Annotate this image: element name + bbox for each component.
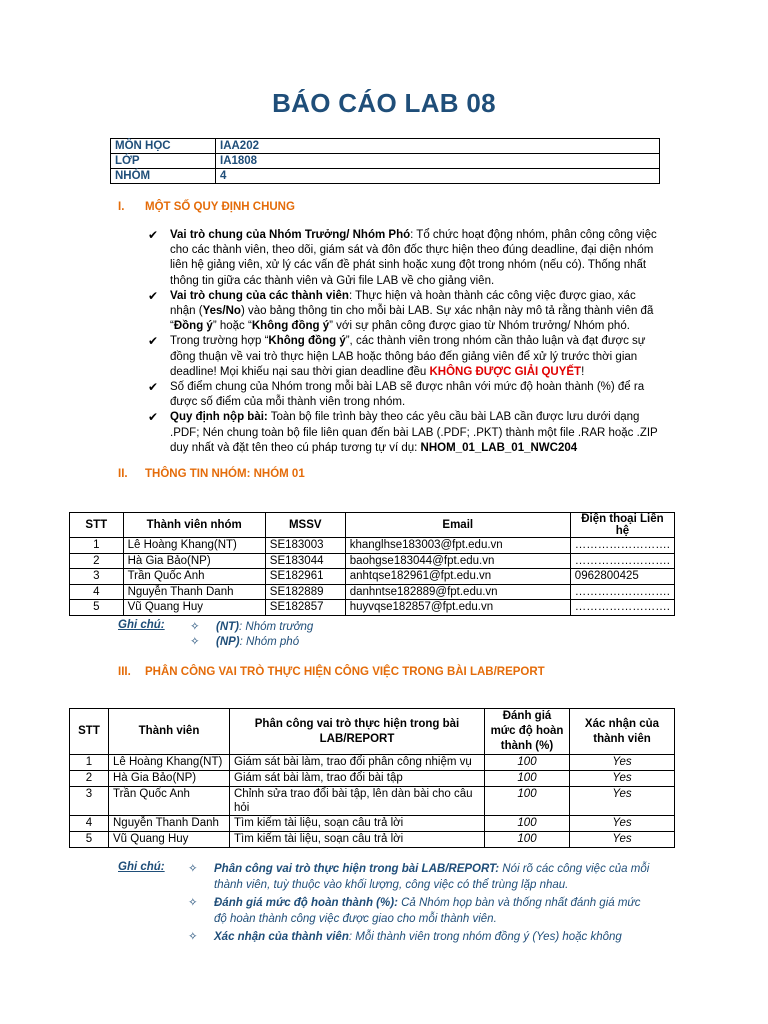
table-cell: 100 bbox=[485, 832, 570, 848]
table-cell: 100 bbox=[485, 771, 570, 787]
table-cell: Yes bbox=[570, 755, 675, 771]
note-text: : Nhóm phó bbox=[239, 636, 300, 648]
table-cell: 100 bbox=[485, 755, 570, 771]
column-header: Điện thoại Liên hệ bbox=[570, 513, 674, 538]
table-cell: Yes bbox=[570, 787, 675, 816]
note-item bbox=[188, 929, 654, 945]
rules-list bbox=[148, 228, 660, 456]
info-key: LỚP bbox=[111, 154, 216, 169]
section-title: THÔNG TIN NHÓM: NHÓM 01 bbox=[145, 468, 305, 480]
column-header: Xác nhận của thành viên bbox=[570, 709, 675, 755]
table-header-row bbox=[70, 709, 675, 755]
note-item bbox=[188, 861, 654, 893]
section-number: I. bbox=[118, 201, 125, 213]
column-header: Đánh giá mức độ hoàn thành (%) bbox=[485, 709, 570, 755]
table-cell: Hà Gia Bảo(NP) bbox=[109, 771, 230, 787]
info-row-class bbox=[111, 154, 660, 169]
rule-text: ”, các thành viên trong nhóm cần thảo luận và đạt được sự đồng thuận về vai trò thực hiện LAB hoặc thông báo đến giảng viên để xử lý trước thời gian deadline! Mọi khiếu nại sau thời gian deadline đều bbox=[170, 335, 646, 378]
table-row bbox=[70, 538, 675, 554]
rule-bold: Vai trò chung của các thành viên bbox=[170, 289, 349, 302]
checkmark-icon: ✔ bbox=[148, 288, 159, 303]
rule-text: : Thực hiện và hoàn thành các công việc được giao, xác nhận ( bbox=[170, 289, 636, 318]
table-row bbox=[70, 816, 675, 832]
table-cell: Yes bbox=[570, 771, 675, 787]
column-header: Email bbox=[345, 513, 570, 538]
table-row bbox=[70, 755, 675, 771]
table-row bbox=[70, 569, 675, 585]
table-cell: 100 bbox=[485, 787, 570, 816]
rule-text: ) vào bảng thông tin cho mỗi bài LAB. Sự xác nhận này mô tả rằng thành viên đã “ bbox=[170, 305, 654, 333]
report-title: BÁO CÁO LAB 08 bbox=[272, 88, 496, 118]
section-title: PHÂN CÔNG VAI TRÒ THỰC HIỆN CÔNG VIỆC TRONG BÀI LAB/REPORT bbox=[145, 666, 545, 678]
table-cell: Vũ Quang Huy bbox=[123, 600, 265, 616]
rule-bold: NHOM_01_LAB_01_NWC204 bbox=[420, 441, 578, 454]
table-row bbox=[70, 771, 675, 787]
table-cell: Chỉnh sửa trao đổi bài tập, lên dàn bài cho câu hỏi bbox=[230, 787, 485, 816]
table-row bbox=[70, 832, 675, 848]
notes-label: Ghi chú: bbox=[118, 861, 165, 873]
notes-label: Ghi chú: bbox=[118, 619, 165, 631]
section-number: II. bbox=[118, 468, 128, 480]
table-cell: ……………………. bbox=[570, 584, 674, 600]
table-row bbox=[70, 584, 675, 600]
info-row-group bbox=[111, 169, 660, 184]
info-value: IA1808 bbox=[216, 154, 660, 169]
table-cell: SE183003 bbox=[265, 538, 345, 554]
note-item bbox=[190, 634, 299, 648]
rule-bold: Quy định nộp bài: bbox=[170, 411, 268, 424]
rule-bold: Đồng ý bbox=[173, 320, 213, 333]
rule-bold: Không đồng ý bbox=[251, 320, 330, 333]
table-cell: ……………………. bbox=[570, 600, 674, 616]
checkmark-icon: ✔ bbox=[148, 334, 159, 349]
table-cell: SE183044 bbox=[265, 553, 345, 569]
section-number: III. bbox=[118, 666, 131, 678]
column-header: STT bbox=[70, 709, 109, 755]
table-cell: anhtqse182961@fpt.edu.vn bbox=[345, 569, 570, 585]
rule-item bbox=[148, 380, 660, 410]
table-cell: Trần Quốc Anh bbox=[109, 787, 230, 816]
roles-table bbox=[69, 708, 675, 848]
table-header-row bbox=[70, 513, 675, 538]
table-cell: Yes bbox=[570, 816, 675, 832]
diamond-icon: ✧ bbox=[190, 636, 200, 648]
table-cell: Lê Hoàng Khang(NT) bbox=[109, 755, 230, 771]
course-info-table bbox=[110, 138, 660, 184]
table-cell: khanglhse183003@fpt.edu.vn bbox=[345, 538, 570, 554]
note-code: (NT) bbox=[216, 621, 239, 633]
table-cell: huyvqse182857@fpt.edu.vn bbox=[345, 600, 570, 616]
table-cell: Vũ Quang Huy bbox=[109, 832, 230, 848]
rule-warning: KHÔNG ĐƯỢC GIẢI QUYẾT bbox=[429, 365, 582, 378]
note-bold: Đánh giá mức độ hoàn thành (%): bbox=[214, 897, 398, 909]
table-row bbox=[70, 553, 675, 569]
table-cell: Giám sát bài làm, trao đổi bài tập bbox=[230, 771, 485, 787]
table-cell: ……………………. bbox=[570, 538, 674, 554]
table-cell: Lê Hoàng Khang(NT) bbox=[123, 538, 265, 554]
checkmark-icon: ✔ bbox=[148, 380, 159, 395]
note-text: Cả Nhóm họp bàn và thống nhất đánh giá mức độ hoàn thành công việc được giao cho mỗi thành viên. bbox=[214, 897, 641, 925]
diamond-icon: ✧ bbox=[188, 897, 198, 909]
rule-text: ” với sự phân công được giao từ Nhóm trưởng/ Nhóm phó. bbox=[329, 320, 630, 333]
table-row bbox=[70, 787, 675, 816]
section-heading-general-rules bbox=[118, 201, 295, 213]
table-cell: 1 bbox=[70, 538, 124, 554]
table-cell: 4 bbox=[70, 816, 109, 832]
table-cell: 5 bbox=[70, 832, 109, 848]
table-cell: SE182889 bbox=[265, 584, 345, 600]
table-cell: 5 bbox=[70, 600, 124, 616]
rule-bold: Yes/No bbox=[202, 305, 241, 318]
table-cell: 100 bbox=[485, 816, 570, 832]
info-key: MÔN HỌC bbox=[111, 139, 216, 154]
diamond-icon: ✧ bbox=[188, 931, 198, 943]
rule-text: Toàn bộ file trình bày theo các yêu cầu bài LAB cần được lưu dưới dạng .PDF; Nén chung toàn bộ file liên quan đến bài LAB (.PDF; .PKT) thành một file .RAR hoặc .ZIP duy nhất và đặt tên theo cú pháp tương tự ví dụ: bbox=[170, 411, 658, 454]
rule-bold: Không đồng ý bbox=[268, 335, 346, 348]
rule-text: ! bbox=[581, 365, 585, 378]
table-cell: Hà Gia Bảo(NP) bbox=[123, 553, 265, 569]
table-cell: Yes bbox=[570, 832, 675, 848]
column-header: STT bbox=[70, 513, 124, 538]
table-cell: 1 bbox=[70, 755, 109, 771]
rule-bold: Vai trò chung của Nhóm Trưởng/ Nhóm Phó bbox=[170, 229, 411, 241]
table-cell: Nguyễn Thanh Danh bbox=[109, 816, 230, 832]
note-code: (NP) bbox=[216, 636, 240, 648]
rule-item bbox=[148, 228, 660, 289]
note-text: : Nhóm trưởng bbox=[239, 621, 314, 633]
column-header: MSSV bbox=[265, 513, 345, 538]
table-cell: Giám sát bài làm, trao đổi phân công nhiệm vụ bbox=[230, 755, 485, 771]
table-cell: Tìm kiếm tài liệu, soạn câu trả lời bbox=[230, 816, 485, 832]
rule-item bbox=[148, 334, 660, 380]
rule-text: : Tổ chức hoạt động nhóm, phân công công việc cho các thành viên, theo dõi, giám sát và đôn đốc thực hiện theo đúng deadline, đại diện nhóm liên hệ giảng viên, xử lý các vấn đề phát sinh hoặc xung đột trong nhóm (nếu có). Thống nhất thông tin giữa các thành viên và Gửi file LAB về cho giảng viên. bbox=[170, 229, 657, 287]
note-item bbox=[190, 619, 313, 633]
column-header: Phân công vai trò thực hiện trong bài LAB/REPORT bbox=[230, 709, 485, 755]
note-item bbox=[188, 895, 654, 927]
diamond-icon: ✧ bbox=[190, 621, 200, 633]
note-bold: Phân công vai trò thực hiện trong bài LAB/REPORT: bbox=[214, 863, 500, 875]
rule-item bbox=[148, 410, 660, 456]
checkmark-icon: ✔ bbox=[148, 228, 159, 242]
note-text: : Mỗi thành viên trong nhóm đồng ý (Yes) hoặc không bbox=[348, 931, 622, 943]
table-cell: danhntse182889@fpt.edu.vn bbox=[345, 584, 570, 600]
column-header: Thành viên bbox=[109, 709, 230, 755]
table-cell: SE182961 bbox=[265, 569, 345, 585]
note-bold: Xác nhận của thành viên bbox=[214, 931, 349, 943]
table-cell: baohgse183044@fpt.edu.vn bbox=[345, 553, 570, 569]
info-row-subject bbox=[111, 139, 660, 154]
info-key: NHÓM bbox=[111, 169, 216, 184]
rule-text: Số điểm chung của Nhóm trong mỗi bài LAB sẽ được nhân với mức độ hoàn thành (%) để ra được số điểm của mỗi thành viên trong nhóm. bbox=[170, 381, 645, 409]
section-heading-group-info bbox=[118, 468, 305, 480]
table-cell: 2 bbox=[70, 553, 124, 569]
members-table bbox=[69, 512, 675, 616]
section-title: MỘT SỐ QUY ĐỊNH CHUNG bbox=[145, 201, 295, 213]
rule-text: ” hoặc “ bbox=[212, 320, 252, 333]
checkmark-icon: ✔ bbox=[148, 410, 159, 425]
table-cell: Tìm kiếm tài liệu, soạn câu trả lời bbox=[230, 832, 485, 848]
table-cell: Trần Quốc Anh bbox=[123, 569, 265, 585]
table-cell: 3 bbox=[70, 569, 124, 585]
section-heading-role-assignment bbox=[118, 666, 545, 678]
table-cell: 4 bbox=[70, 584, 124, 600]
note-text: Nói rõ các công việc của mỗi thành viên, tuỳ thuộc vào khối lượng, công việc có thể trùng lặp nhau. bbox=[214, 863, 650, 891]
rule-text: Trong trường hợp “ bbox=[170, 335, 269, 348]
diamond-icon: ✧ bbox=[188, 863, 198, 875]
table-cell: ……………………. bbox=[570, 553, 674, 569]
table-cell: Nguyễn Thanh Danh bbox=[123, 584, 265, 600]
info-value: 4 bbox=[216, 169, 660, 184]
table-cell: 0962800425 bbox=[570, 569, 674, 585]
table-cell: 2 bbox=[70, 771, 109, 787]
info-value: IAA202 bbox=[216, 139, 660, 154]
table-row bbox=[70, 600, 675, 616]
table-cell: 3 bbox=[70, 787, 109, 816]
column-header: Thành viên nhóm bbox=[123, 513, 265, 538]
rule-item bbox=[148, 289, 660, 335]
table-cell: SE182857 bbox=[265, 600, 345, 616]
